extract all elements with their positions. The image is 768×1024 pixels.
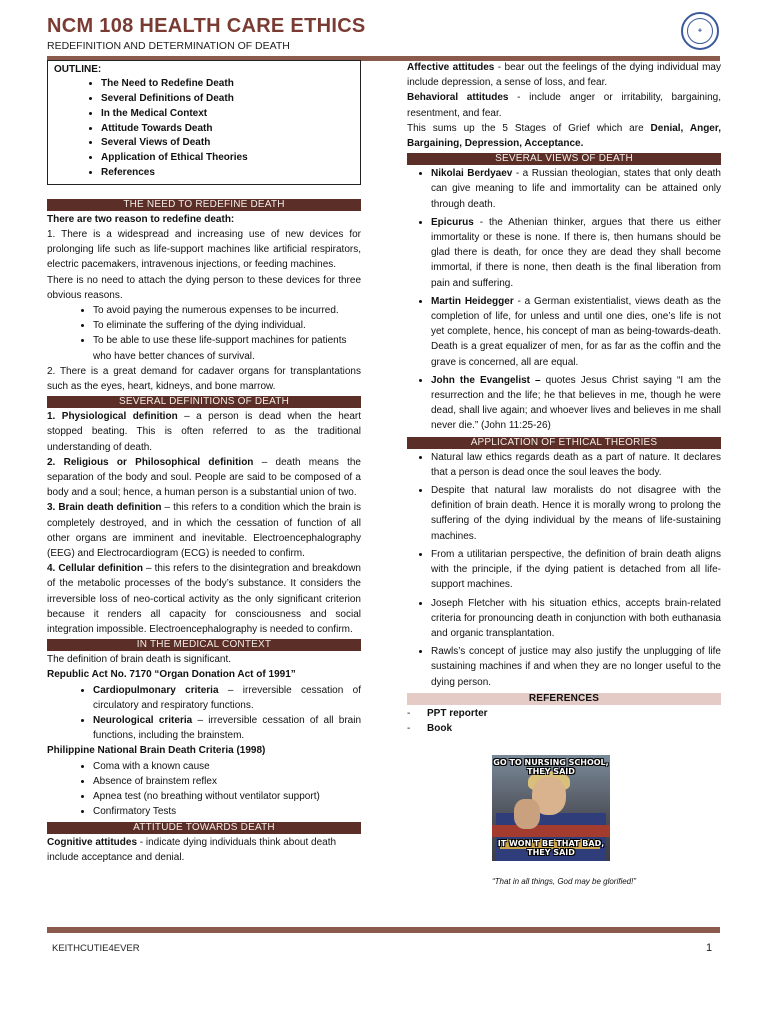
- views-list: [407, 166, 721, 433]
- footer-author: KEITHCUTIE4EVER: [52, 943, 140, 954]
- outline-item: • In the Medical Context: [101, 107, 352, 122]
- outline-item: • Several Definitions of Death: [101, 92, 352, 107]
- list-item: [431, 294, 721, 370]
- definition-3: [47, 500, 361, 561]
- grief-stages: Denial, Anger, Bargaining, Depression, Acceptance.: [407, 122, 721, 150]
- section-heading-attitude: ATTITUDE TOWARDS DEATH: [47, 822, 361, 834]
- section-heading-ethics: APPLICATION OF ETHICAL THEORIES: [407, 437, 721, 449]
- school-seal-icon: ✚: [681, 12, 719, 50]
- list-item: • Despite that natural law moralists do not disagree with the definition of brain death. Hence it is morally wrong to prolong the suffering of the dying individual by the means of life-sustaining machines.: [431, 483, 721, 544]
- definition-term: 3. Brain death definition: [47, 502, 162, 514]
- section-heading-references: REFERENCES: [407, 693, 721, 705]
- view-text: - the Athenian thinker, argues that there us either immortality or these is none. If there is, then humans should be glad there is death, for once they are dead they shall become immortal, if there is none, then death is the final liberation from pain and suffering.: [431, 216, 721, 289]
- view-text: quotes Jesus Christ saying “I am the resurrection and the life; he that believes in me, though he were dead, shall live again; and whoever lives and believes in me shall never die.” (John 11:25-26): [431, 374, 721, 432]
- page-number: 1: [706, 942, 713, 954]
- attitude-text: - include anger or irritability, bargaining, resentment, and fear.: [407, 92, 721, 119]
- need-reasons-list: [47, 303, 361, 364]
- list-item: [93, 683, 361, 713]
- outline-box: [47, 60, 361, 185]
- attitude-term: Cognitive attitudes: [47, 836, 138, 848]
- outline-item: • The Need to Redefine Death: [101, 77, 352, 92]
- outline-item: • Application of Ethical Theories: [101, 151, 352, 166]
- view-term: Nikolai Berdyaev: [431, 168, 513, 180]
- footer-divider: [47, 927, 720, 933]
- need-intro: There are two reason to redefine death:: [47, 213, 235, 225]
- section-heading-medical: IN THE MEDICAL CONTEXT: [47, 639, 361, 651]
- medical-intro: The definition of brain death is significant.: [47, 654, 231, 666]
- ethics-list: [407, 450, 721, 690]
- definition-term: 4. Cellular definition: [47, 563, 144, 575]
- list-item: • To avoid paying the numerous expenses to be incurred.: [93, 303, 361, 318]
- closing-quote: “That in all things, God may be glorified!”: [491, 877, 637, 886]
- criteria-text: – irreversible cessation of circulatory and respiratory functions.: [93, 684, 362, 711]
- list-item: • Natural law ethics regards death as a part of nature. It declares that a person is dead once the soul leaves the body.: [431, 450, 721, 480]
- outline-item: • Attitude Towards Death: [101, 122, 352, 137]
- criteria-term: Cardiopulmonary criteria: [93, 684, 219, 696]
- view-text: - a Russian theologian, states that only death can give meaning to life and immortality can be attained only through death.: [431, 168, 721, 210]
- behavioral-attitudes: [407, 90, 721, 120]
- section-heading-definitions: SEVERAL DEFINITIONS OF DEATH: [47, 396, 361, 408]
- criteria-text: – irreversible cessation of all brain functions, including the brainstem.: [93, 715, 362, 742]
- list-item: • Joseph Fletcher with his situation ethics, accepts brain-related criteria for pronouncing death in conjunction with both euthanasia and organic transplantation.: [431, 596, 721, 642]
- list-item: • Coma with a known cause: [93, 759, 361, 774]
- pnbdc-heading: Philippine National Brain Death Criteria (1998): [47, 745, 266, 757]
- right-column: [407, 60, 721, 736]
- list-item: - PPT reporter: [427, 706, 721, 721]
- view-term: Martin Heidegger: [431, 295, 514, 307]
- pnbdc-list: [47, 759, 361, 820]
- outline-label: OUTLINE:: [54, 64, 102, 75]
- attitude-term: Affective attitudes: [407, 62, 495, 73]
- meme-bottom-caption: IT WON'T BE THAT BAD, THEY SAID: [497, 839, 605, 857]
- criteria-list: [47, 683, 361, 744]
- definition-term: 2. Religious or Philosophical definition: [47, 456, 254, 468]
- page-title: NCM 108 HEALTH CARE ETHICS: [47, 15, 366, 37]
- definition-text: – this refers to the disintegration and breakdown of the metabolic processes of the body’s substance. It considers the irreversible loss of neo-cortical activity as the only significant criterion because it renders all capacity for consciousness and social integration impossible. Electroencephalography is needed to confirm.: [47, 563, 361, 636]
- list-item: [93, 713, 361, 743]
- list-item: • From a utilitarian perspective, the definition of brain death aligns with the principle, if the dying patient is detached from all life-support machines.: [431, 547, 721, 593]
- view-term: Epicurus: [431, 216, 474, 228]
- definition-text: – a person is dead when the heart stopped beating. This is often referred to as the traditional understanding of death.: [47, 411, 361, 453]
- need-paragraph-2: There is no need to attach the dying person to these devices for three obvious reasons.: [47, 274, 361, 301]
- cognitive-attitudes: [47, 835, 361, 865]
- list-item: • Absence of brainstem reflex: [93, 774, 361, 789]
- list-item: • Rawls’s concept of justice may also justify the unplugging of life sustaining machines if and when they are no longer useful to the dying person.: [431, 644, 721, 690]
- meme-image: [492, 755, 610, 861]
- definition-text: – this refers to a condition which the brain is completely destroyed, and in which the cessation of function of all other organs are imminent and inevitable. Electroencephalography (EEG) and Electrocardiogram (ECG) is needed to confirm.: [47, 502, 361, 560]
- definition-text: – death means the separation of the body and soul. People are said to be composed of a body and a soul; hence, a human person is a substantial union of two.: [47, 456, 361, 499]
- section-heading-need: THE NEED TO REDEFINE DEATH: [47, 199, 361, 211]
- attitude-text: - bear out the feelings of the dying individual may include depression, a sense of loss, and fear.: [407, 62, 721, 89]
- left-column: [47, 60, 361, 865]
- list-item: • Apnea test (no breathing without ventilator support): [93, 789, 361, 804]
- list-item: - Book: [427, 721, 721, 736]
- definition-term: 1. Physiological definition: [47, 411, 178, 423]
- criteria-term: Neurological criteria: [93, 715, 193, 727]
- list-item: [431, 373, 721, 434]
- section-heading-views: SEVERAL VIEWS OF DEATH: [407, 153, 721, 165]
- need-paragraph-1: 1. There is a widespread and increasing use of new devices for prolonging life such as life-support machines like artificial respirators, electric pacemakers, intravenous injections, or feeding machines.: [47, 228, 361, 271]
- definition-4: [47, 561, 361, 637]
- list-item: • To be able to use these life-support machines for patients who have better chances of survival.: [93, 333, 361, 363]
- references-list: [407, 706, 721, 736]
- definition-1: [47, 409, 361, 455]
- meme-top-caption: GO TO NURSING SCHOOL, THEY SAID: [493, 758, 609, 776]
- view-text: - a German existentialist, views death as the completion of life, for unless and until one dies, one’s life is not yet complete, hence, his concept of man as being-towards-death. Death is a great equalizer of men, for as far as the coffin and the grave is concerned, all are equal.: [431, 295, 721, 368]
- grief-summary: [407, 121, 721, 151]
- outline-list: [54, 77, 352, 181]
- attitude-term: Behavioral attitudes: [407, 92, 509, 104]
- outline-item: • References: [101, 166, 352, 181]
- list-item: [431, 215, 721, 291]
- view-term: John the Evangelist –: [431, 374, 541, 386]
- definition-2: [47, 455, 361, 501]
- affective-attitudes: [407, 60, 721, 90]
- list-item: [431, 166, 721, 212]
- list-item: • To eliminate the suffering of the dying individual.: [93, 318, 361, 333]
- outline-item: • Several Views of Death: [101, 136, 352, 151]
- attitude-text: - indicate dying individuals think about death include acceptance and denial.: [47, 836, 337, 863]
- list-item: • Confirmatory Tests: [93, 804, 361, 819]
- summary-text: This sums up the 5 Stages of Grief which are: [407, 122, 651, 134]
- page-subtitle: REDEFINITION AND DETERMINATION OF DEATH: [47, 40, 290, 52]
- need-paragraph-3: 2. There is a great demand for cadaver organs for transplantations such as the eyes, heart, kidneys, and bone marrow.: [47, 365, 361, 393]
- republic-act: Republic Act No. 7170 “Organ Donation Act of 1991”: [47, 669, 296, 681]
